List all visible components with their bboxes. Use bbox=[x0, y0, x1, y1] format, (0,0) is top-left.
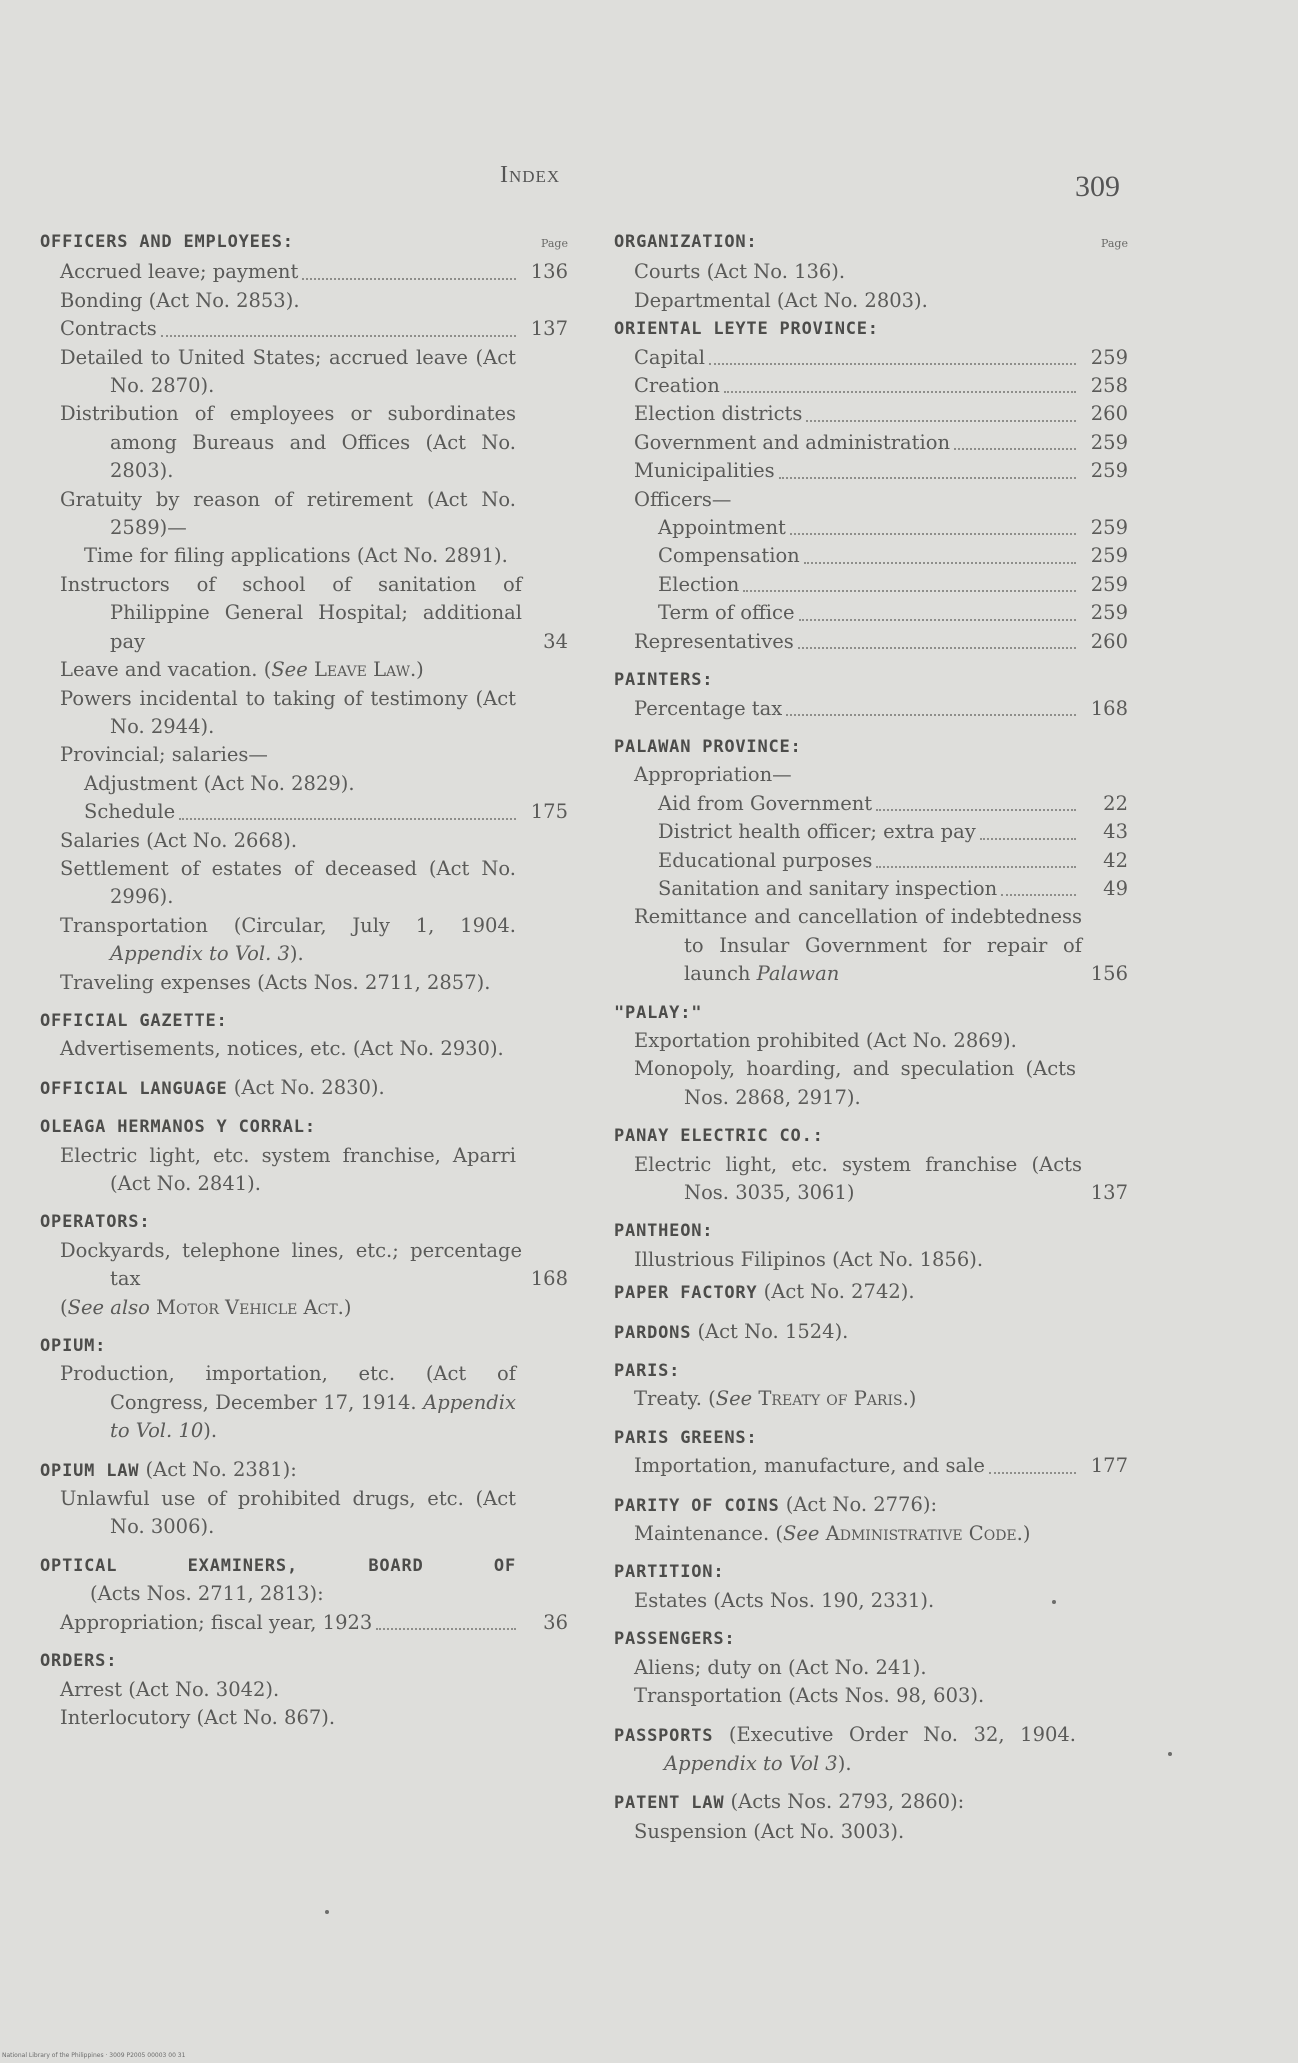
index-entry bbox=[614, 999, 1128, 1113]
subentry: Illustrious Filipinos (Act No. 1856). bbox=[634, 1247, 984, 1271]
subentry: Appointment 259 bbox=[614, 514, 1128, 542]
index-entry: PAPER FACTORY (Act No. 2742). bbox=[614, 1280, 915, 1304]
page-ref: 259 bbox=[1090, 572, 1128, 596]
subentry: (Acts Nos. 2711, 2813): bbox=[90, 1582, 324, 1606]
subentry: Treaty. (See Treaty of Paris.) bbox=[634, 1387, 917, 1411]
subentry: Educational purposes 42 bbox=[614, 847, 1128, 875]
subentry: Percentage tax 168 bbox=[614, 695, 1128, 723]
page-ref: 156 bbox=[1090, 962, 1128, 986]
index-entry bbox=[614, 1625, 1128, 1710]
subentry: Contracts 137 bbox=[40, 315, 568, 343]
subentry: Bonding (Act No. 2853). bbox=[60, 288, 300, 312]
page-column-label: Page bbox=[540, 237, 568, 250]
subentry: Settlement of estates of deceased (Act No. 2996). bbox=[60, 856, 516, 909]
page-ref: 175 bbox=[530, 800, 568, 824]
subentry: Capital 259 bbox=[614, 344, 1128, 372]
index-entry bbox=[614, 315, 1128, 656]
subentry: Aid from Government 22 bbox=[614, 790, 1128, 818]
page-ref: 43 bbox=[1103, 820, 1128, 844]
entry-heading: ORIENTAL LEYTE PROVINCE: bbox=[614, 319, 879, 340]
page-ref: 168 bbox=[530, 1267, 568, 1291]
page-ref: 259 bbox=[1090, 544, 1128, 568]
subentry: Transportation (Acts Nos. 98, 603). bbox=[634, 1684, 985, 1708]
entry-heading: PASSENGERS: bbox=[614, 1629, 736, 1650]
page-ref: 260 bbox=[1090, 629, 1128, 653]
subentry: Representatives 260 bbox=[614, 628, 1128, 656]
subentry: Interlocutory (Act No. 867). bbox=[60, 1705, 336, 1729]
subentry: Distribution of employees or subordinates among Bureaus and Offices (Act No. 2803). bbox=[60, 402, 516, 483]
subentry: Powers incidental to taking of testimony (Act No. 2944). bbox=[60, 686, 516, 738]
page-ref: 42 bbox=[1103, 848, 1128, 872]
subentry: Detailed to United States; accrued leave (Act No. 2870). bbox=[60, 345, 516, 398]
subentry: Compensation 259 bbox=[614, 542, 1128, 570]
index-entry bbox=[614, 1357, 1128, 1414]
entry-heading: OPIUM LAW bbox=[40, 1460, 140, 1481]
index-entry bbox=[614, 1217, 1128, 1274]
entry-heading: OLEAGA HERMANOS Y CORRAL: bbox=[40, 1117, 316, 1138]
page-number: 309 bbox=[1075, 170, 1120, 203]
subentry: Advertisements, notices, etc. (Act No. 2930). bbox=[60, 1037, 504, 1061]
subentry: Schedule 175 bbox=[40, 798, 568, 826]
subentry: Gratuity by reason of retirement (Act No. 2589)— bbox=[60, 487, 516, 540]
entry-heading: PANTHEON: bbox=[614, 1221, 714, 1242]
entry-heading: ORDERS: bbox=[40, 1651, 118, 1672]
index-entry bbox=[40, 1552, 568, 1637]
subentry: Term of office 259 bbox=[614, 599, 1128, 627]
entry-heading: PAPER FACTORY bbox=[614, 1283, 758, 1304]
left-column bbox=[40, 228, 568, 1732]
page-ref: 258 bbox=[1090, 374, 1128, 398]
subentry: Transportation (Circular, July 1, 1904. Appendix to Vol. 3). bbox=[60, 913, 516, 966]
index-entry bbox=[40, 1332, 568, 1446]
subentry: Sanitation and sanitary inspection 49 bbox=[614, 875, 1128, 903]
right-column bbox=[614, 228, 1128, 1846]
page-ref: 136 bbox=[530, 260, 568, 284]
page-ref: 36 bbox=[543, 1610, 568, 1634]
page-ref: 259 bbox=[1090, 459, 1128, 483]
subentry: Departmental (Act No. 2803). bbox=[634, 288, 928, 312]
entry-heading: PATENT LAW bbox=[614, 1793, 725, 1814]
entry-heading: PARTITION: bbox=[614, 1562, 725, 1583]
page-ref: 22 bbox=[1103, 791, 1128, 815]
subentry: Time for filing applications (Act No. 2891). bbox=[84, 544, 508, 568]
entry-heading: OFFICIAL LANGUAGE bbox=[40, 1078, 228, 1099]
subentry: Creation 258 bbox=[614, 372, 1128, 400]
page-ref: 177 bbox=[1090, 1454, 1128, 1478]
entry-heading: PARIS GREENS: bbox=[614, 1427, 758, 1448]
subentry: Leave and vacation. (See Leave Law.) bbox=[60, 658, 424, 682]
index-entry bbox=[40, 1647, 568, 1732]
subentry: Salaries (Act No. 2668). bbox=[60, 828, 298, 852]
subentry: Accrued leave; payment 136 bbox=[40, 258, 568, 286]
subentry: Municipalities 259 bbox=[614, 457, 1128, 485]
subentry: District health officer; extra pay 43 bbox=[614, 818, 1128, 846]
index-entry bbox=[614, 733, 1128, 989]
entry-heading: PASSPORTS bbox=[614, 1725, 714, 1746]
subentry: PASSPORTS (Executive Order No. 32, 1904. Appendix to Vol 3). bbox=[614, 1722, 1076, 1775]
index-entry: OPIUM LAW (Act No. 2381): Unlawful use of prohibited drugs, etc. (Act No. 3006). bbox=[40, 1456, 568, 1542]
subentry: Appropriation; fiscal year, 1923 36 bbox=[40, 1609, 568, 1637]
subentry: Officers— bbox=[634, 487, 732, 511]
subentry: Government and administration 259 bbox=[614, 429, 1128, 457]
index-entry bbox=[614, 1721, 1128, 1779]
page-ref: 34 bbox=[543, 629, 568, 653]
index-entry bbox=[614, 1558, 1128, 1615]
subentry: Exportation prohibited (Act No. 2869). bbox=[634, 1028, 1017, 1052]
entry-heading: PARDONS bbox=[614, 1322, 692, 1343]
index-entry: PARDONS (Act No. 1524). bbox=[614, 1319, 849, 1343]
entry-heading: PARITY OF COINS bbox=[614, 1495, 780, 1516]
print-speck bbox=[1052, 1600, 1056, 1604]
entry-heading: PARIS: bbox=[614, 1361, 681, 1382]
entry-heading: OPTICAL EXAMINERS, BOARD OF bbox=[40, 1555, 516, 1576]
entry-heading: OFFICIAL GAZETTE: bbox=[40, 1010, 228, 1031]
entry-heading: PAINTERS: bbox=[614, 670, 714, 691]
page-ref: 49 bbox=[1103, 876, 1128, 900]
subentry: Monopoly, hoarding, and speculation (Acts Nos. 2868, 2917). bbox=[634, 1057, 1076, 1109]
index-entry bbox=[614, 228, 1128, 315]
page-ref: 137 bbox=[530, 317, 568, 341]
subentry: Maintenance. (See Administrative Code.) bbox=[634, 1522, 1031, 1546]
subentry: Appropriation— bbox=[634, 763, 792, 787]
print-speck bbox=[1168, 1752, 1172, 1756]
page-ref: 168 bbox=[1090, 696, 1128, 720]
index-entry: OFFICIAL LANGUAGE (Act No. 2830). bbox=[40, 1075, 385, 1099]
subentry: Courts (Act No. 136). bbox=[634, 260, 846, 284]
subentry: Electric light, etc. system franchise, Aparri (Act No. 2841). bbox=[60, 1143, 516, 1195]
subentry: Arrest (Act No. 3042). bbox=[60, 1677, 280, 1701]
entry-heading: OFFICERS AND EMPLOYEES: bbox=[40, 232, 294, 252]
scan-footer: National Library of the Philippines · 3009 P2005 00003 00 31 bbox=[2, 2052, 186, 2059]
index-entry: PATENT LAW (Acts Nos. 2793, 2860): Suspension (Act No. 3003). bbox=[614, 1788, 1128, 1846]
subentry: Unlawful use of prohibited drugs, etc. (Act No. 3006). bbox=[60, 1487, 516, 1539]
page-ref: 259 bbox=[1090, 516, 1128, 540]
index-entry bbox=[40, 1007, 568, 1064]
subentry: Instructors of school of sanitation of Philippine General Hospital; additional pay 34 bbox=[40, 571, 568, 656]
index-entry bbox=[614, 1424, 1128, 1481]
entry-heading: OPERATORS: bbox=[40, 1212, 151, 1233]
print-speck bbox=[325, 1910, 329, 1914]
entry-heading: OPIUM: bbox=[40, 1336, 107, 1357]
subentry: Election districts 260 bbox=[614, 400, 1128, 428]
page-ref: 259 bbox=[1090, 601, 1128, 625]
index-entry bbox=[614, 1122, 1128, 1207]
subentry: Suspension (Act No. 3003). bbox=[634, 1819, 905, 1843]
entry-heading: PANAY ELECTRIC CO.: bbox=[614, 1126, 824, 1147]
subentry: Provincial; salaries— bbox=[60, 743, 268, 767]
subentry: Production, importation, etc. (Act of Congress, December 17, 1914. Appendix to Vol. 10). bbox=[60, 1362, 516, 1443]
subentry: Electric light, etc. system franchise (Acts Nos. 3035, 3061) 137 bbox=[614, 1151, 1128, 1208]
subentry: Estates (Acts Nos. 190, 2331). bbox=[634, 1588, 935, 1612]
entry-heading: PALAWAN PROVINCE: bbox=[614, 736, 802, 757]
index-entry: PARITY OF COINS (Act No. 2776): Maintenance. (See Administrative Code.) bbox=[614, 1491, 1128, 1549]
page-ref: 260 bbox=[1090, 402, 1128, 426]
subentry: Dockyards, telephone lines, etc.; percentage tax 168 bbox=[40, 1237, 568, 1294]
running-head: Index bbox=[500, 162, 561, 188]
page-column-label: Page bbox=[1100, 237, 1128, 250]
index-entry bbox=[40, 1208, 568, 1322]
index-entry bbox=[614, 666, 1128, 723]
index-entry bbox=[40, 228, 568, 997]
subentry: Remittance and cancellation of indebtedness to Insular Government for repair of launch Palawan 156 bbox=[614, 903, 1128, 988]
subentry: Election 259 bbox=[614, 571, 1128, 599]
subentry: Aliens; duty on (Act No. 241). bbox=[634, 1655, 927, 1679]
entry-heading: "PALAY:" bbox=[614, 1002, 703, 1023]
subentry: Importation, manufacture, and sale 177 bbox=[614, 1452, 1128, 1480]
page-ref: 137 bbox=[1090, 1181, 1128, 1204]
page-ref: 259 bbox=[1090, 430, 1128, 454]
subentry: Traveling expenses (Acts Nos. 2711, 2857). bbox=[60, 970, 491, 994]
subentry: (See also Motor Vehicle Act.) bbox=[60, 1295, 352, 1319]
entry-heading: ORGANIZATION: bbox=[614, 232, 758, 252]
subentry: Adjustment (Act No. 2829). bbox=[84, 771, 355, 795]
page-ref: 259 bbox=[1090, 345, 1128, 369]
index-entry bbox=[40, 1113, 568, 1198]
